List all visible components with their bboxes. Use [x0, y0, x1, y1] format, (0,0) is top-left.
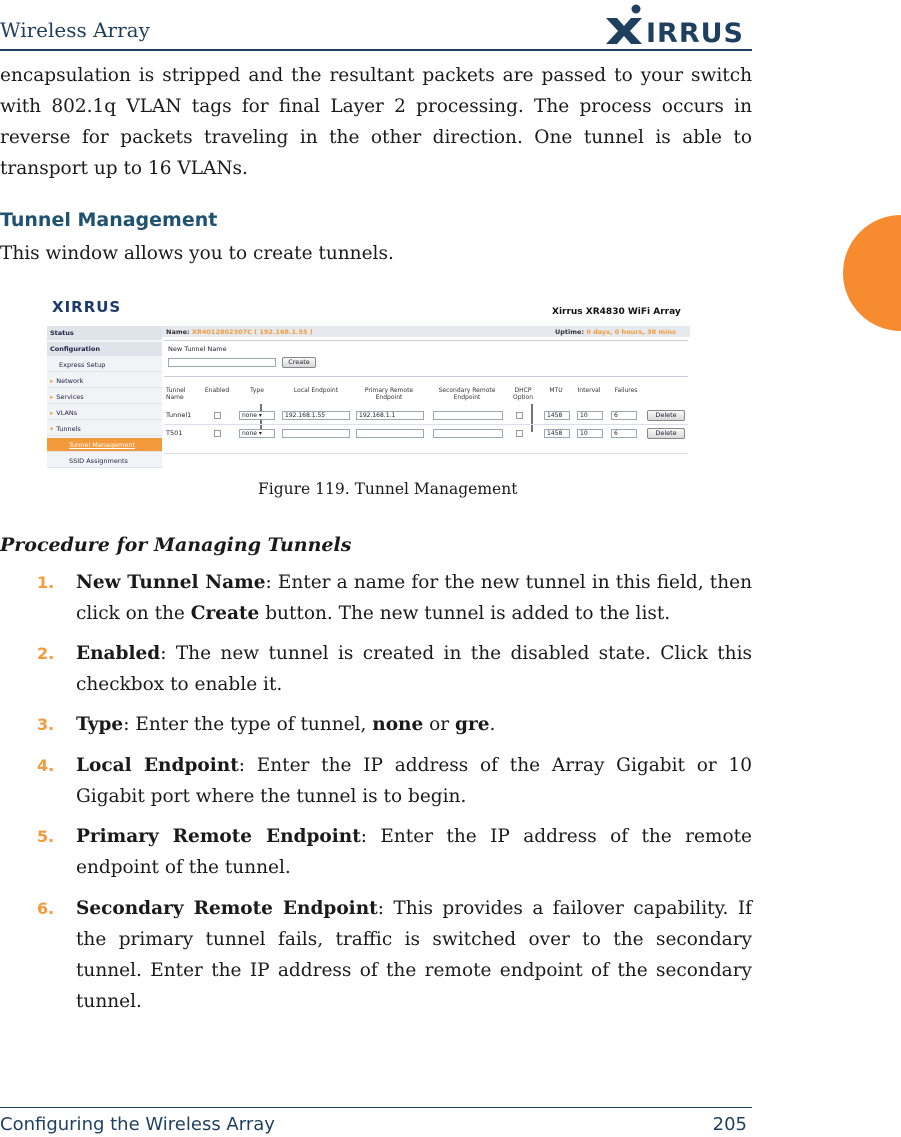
list-text: Local Endpoint: Enter the IP address of the Array Gigabit or 10 Gigabit port where the tunnel is to begin.	[76, 755, 752, 807]
row1-dhcp-checkbox[interactable]	[516, 412, 523, 419]
row1-delete-button[interactable]: Delete	[647, 410, 685, 421]
list-text: New Tunnel Name: Enter a name for the new tunnel in this field, then click on the Create button. The new tunnel is added to the list.	[76, 572, 752, 624]
col-interval: Interval	[577, 387, 601, 394]
row1-local-endpoint[interactable]: 192.168.1.55	[282, 411, 350, 420]
tunnel-management-screenshot	[42, 292, 690, 470]
row1-mtu[interactable]: 1458	[544, 411, 570, 420]
xirrus-logo	[598, 4, 748, 44]
row2-enabled-checkbox[interactable]	[214, 430, 221, 437]
nav-services[interactable]: ▸ Services	[47, 390, 162, 404]
row1-primary-remote-endpoint[interactable]: 192.168.1.1	[356, 411, 424, 420]
column-separator	[531, 404, 533, 432]
intro-paragraph: encapsulation is stripped and the resultant packets are passed to your switch with 802.1q VLAN tags for final Layer 2 processing. The process occurs in reverse for packets traveling in the other direction. One tunnel is able to transport up to 16 VLANs.	[0, 65, 752, 179]
nav-tunnel-management[interactable]: Tunnel Management	[47, 438, 162, 452]
row2-tunnel-name: T501	[166, 429, 183, 437]
row2-interval[interactable]: 10	[577, 429, 603, 438]
col-mtu: MTU	[549, 387, 563, 394]
nav-ssid-assignments[interactable]: SSID Assignments	[47, 454, 162, 468]
list-number: 6.	[37, 899, 55, 918]
chapter-tab-marker	[843, 215, 901, 331]
row2-primary-remote-endpoint[interactable]	[356, 429, 424, 438]
nav-vlans[interactable]: ▸ VLANs	[47, 406, 162, 420]
nav-status[interactable]: Status	[47, 326, 162, 340]
header-rule	[0, 49, 752, 51]
list-text: Enabled: The new tunnel is created in the disabled state. Click this checkbox to enable it.	[76, 643, 752, 695]
row1-secondary-remote-endpoint[interactable]	[433, 411, 503, 420]
col-tunnel-name: Tunnel Name	[166, 387, 186, 401]
row2-type-select[interactable]: none ▾	[239, 429, 275, 438]
row2-failures[interactable]: 6	[611, 429, 637, 438]
list-number: 4.	[37, 756, 55, 775]
create-button[interactable]: Create	[282, 357, 316, 368]
divider	[164, 376, 688, 377]
screenshot-product-title: Xirrus XR4830 WiFi Array	[552, 307, 681, 317]
row2-delete-button[interactable]: Delete	[647, 428, 685, 439]
list-text: Secondary Remote Endpoint: This provides a failover capability. If the primary tunnel fails, traffic is switched over to the secondary tunnel. Enter the IP address of the remote endpoint of the secondary tunnel.	[76, 898, 752, 1012]
row1-enabled-checkbox[interactable]	[214, 412, 221, 419]
list-number: 5.	[37, 827, 55, 846]
footer-chapter-title: Configuring the Wireless Array	[0, 1114, 275, 1135]
new-tunnel-name-input[interactable]	[168, 358, 276, 367]
row-divider	[164, 424, 688, 425]
footer-page-number: 205	[712, 1114, 747, 1135]
list-number: 2.	[37, 644, 55, 663]
nav-express-setup[interactable]: Express Setup	[47, 358, 162, 372]
new-tunnel-name-label: New Tunnel Name	[168, 345, 227, 353]
row2-mtu[interactable]: 1458	[544, 429, 570, 438]
nav-configuration[interactable]: Configuration	[47, 342, 162, 356]
row1-type-select[interactable]: none ▾	[239, 411, 275, 420]
col-enabled: Enabled	[204, 387, 230, 394]
list-text: Type: Enter the type of tunnel, none or gre.	[76, 714, 496, 735]
divider	[164, 340, 688, 341]
row1-interval[interactable]: 10	[577, 411, 603, 420]
list-number: 3.	[37, 715, 55, 734]
row2-secondary-remote-endpoint[interactable]	[433, 429, 503, 438]
col-primary-remote-endpoint: Primary Remote Endpoint	[364, 387, 414, 401]
procedure-title: Procedure for Managing Tunnels	[0, 534, 352, 556]
row2-local-endpoint[interactable]	[282, 429, 350, 438]
col-secondary-remote-endpoint: Secondary Remote Endpoint	[438, 387, 496, 401]
row1-tunnel-name: Tunnel1	[166, 411, 192, 419]
screenshot-uptime: Uptime: 0 days, 0 hours, 38 mins	[555, 328, 676, 336]
nav-network[interactable]: ▸ Network	[47, 374, 162, 388]
col-type: Type	[250, 387, 264, 394]
footer-rule	[0, 1107, 752, 1108]
row-divider	[164, 453, 688, 454]
nav-tunnels[interactable]: ▾ Tunnels	[47, 422, 162, 436]
screenshot-name: Name: XR4012802307C ( 192.168.1.55 )	[166, 328, 313, 336]
figure-caption: Figure 119. Tunnel Management	[258, 480, 518, 498]
col-failures: Failures	[614, 387, 638, 394]
list-number: 1.	[37, 573, 55, 592]
svg-text:IRRUS: IRRUS	[646, 18, 744, 44]
running-header-title: Wireless Array	[0, 18, 150, 42]
row1-failures[interactable]: 6	[611, 411, 637, 420]
section-intro: This window allows you to create tunnels.	[0, 243, 394, 264]
section-title: Tunnel Management	[0, 209, 218, 231]
list-text: Primary Remote Endpoint: Enter the IP address of the remote endpoint of the tunnel.	[76, 826, 752, 878]
screenshot-logo: XIRRUS	[52, 298, 122, 316]
col-local-endpoint: Local Endpoint	[293, 387, 339, 394]
col-dhcp-option: DHCP Option	[512, 387, 534, 401]
row2-dhcp-checkbox[interactable]	[516, 430, 523, 437]
